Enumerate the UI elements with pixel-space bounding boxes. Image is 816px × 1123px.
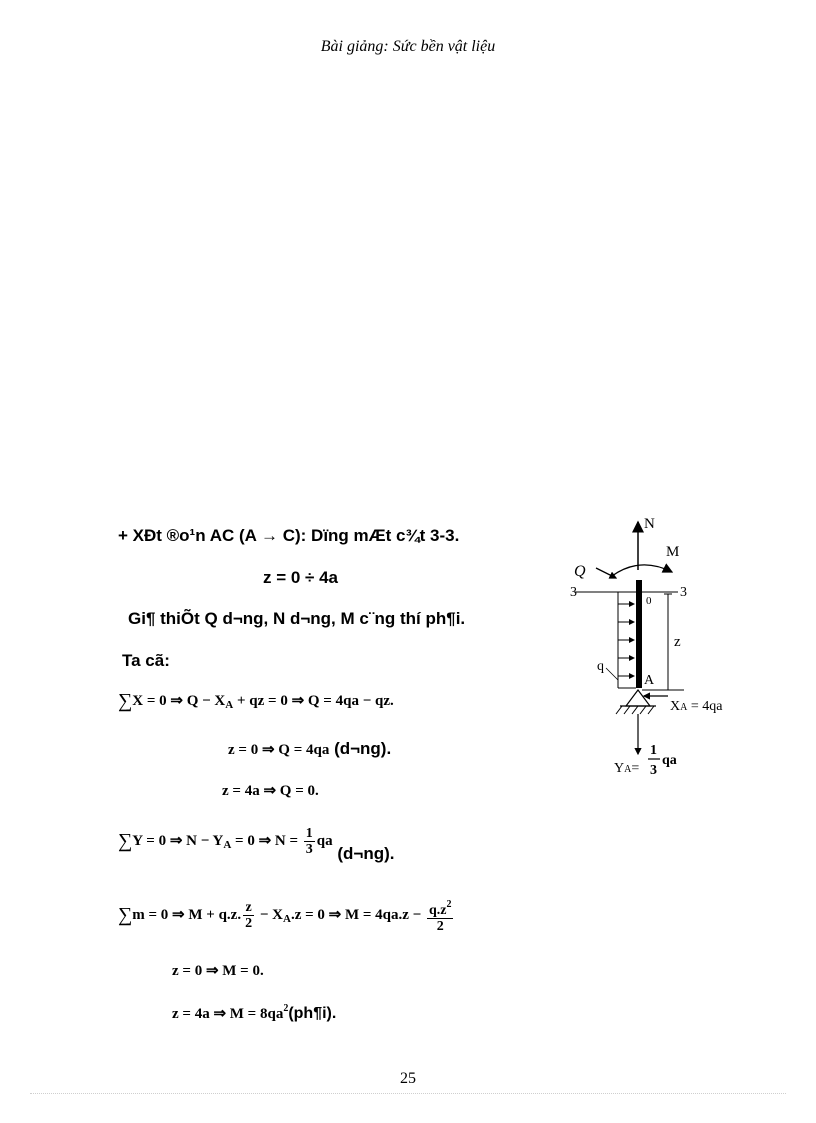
label-q-load: q [597, 659, 604, 674]
footer-divider [30, 1093, 786, 1094]
equation-sum-y [118, 826, 395, 863]
hatch [624, 706, 630, 714]
fraction-numerator: z [245, 900, 252, 915]
label-xa-letter: X [670, 699, 681, 714]
running-header: Bài giảng: Sức bền vật liệu [320, 38, 496, 55]
label-ya-letter: Y [614, 761, 625, 776]
label-xa-sub: A [680, 702, 688, 713]
eq5-part-b: − X [256, 906, 283, 923]
assumption-line: Gi¶ thiÕt Q d¬ng, N d¬ng, M c¨ng thí ph¶i. [128, 609, 466, 628]
ta-co-label: Ta cã: [122, 651, 170, 670]
eq4-note: (d¬ng). [332, 843, 395, 863]
eq5-num2: q.z [428, 903, 447, 918]
eq2-text: z = 0 ⇒ Q = 4qa [228, 742, 330, 758]
shear-force-arrow [596, 568, 616, 578]
fraction-numerator [427, 897, 454, 918]
label-xa-value: = 4qa [687, 699, 723, 714]
label-zero: 0 [646, 595, 652, 607]
equation-q-at-z4a: z = 4a ⇒ Q = 0. [222, 783, 319, 799]
eq4-part-a: Y = 0 ⇒ N − Y [132, 832, 224, 849]
eq5-sup2: 2 [446, 899, 452, 910]
eq2-note: (d¬ng). [329, 739, 392, 758]
label-a: A [644, 673, 655, 688]
fraction-qz2-over-2 [427, 897, 454, 934]
hatch [648, 706, 654, 714]
eq4-part-c: qa [316, 832, 333, 849]
eq7-note: (ph¶i). [288, 1005, 337, 1022]
eq1-sub: A [225, 699, 234, 711]
fraction-denominator: 2 [245, 916, 253, 931]
label-q-shear: Q [574, 563, 586, 580]
beam-segment [636, 580, 642, 688]
equation-q-at-z0 [228, 739, 391, 759]
eq4-sub: A [223, 838, 232, 851]
label-xa [670, 699, 723, 714]
label-ya [614, 761, 639, 776]
q-leader-line [606, 668, 618, 680]
eq5-part-c: .z = 0 ⇒ M = 4qa.z − [290, 906, 425, 923]
label-ya-eq: = [631, 761, 640, 776]
equation-sum-m [118, 897, 455, 934]
eq7-part-a: z = 4a ⇒ M = 8qa [172, 1006, 284, 1022]
hatch [640, 706, 646, 714]
fraction-one-third [304, 826, 315, 857]
eq1-part-a: X = 0 ⇒ Q − X [132, 693, 226, 709]
hatch [616, 706, 622, 714]
eq5-sub: A [282, 912, 291, 925]
equation-m-at-z4a [172, 1003, 336, 1023]
sigma-symbol: ∑ [118, 903, 133, 926]
label-ya-sub: A [624, 764, 632, 775]
equation-m-at-z0: z = 0 ⇒ M = 0. [172, 963, 264, 979]
fraction-denominator: 2 [427, 918, 454, 934]
pin-support [626, 690, 650, 706]
label-m: M [666, 544, 680, 560]
fraction-z-over-2 [243, 900, 254, 931]
eq1-part-b: + qz = 0 ⇒ Q = 4qa − qz. [233, 693, 394, 709]
hatch [632, 706, 638, 714]
fraction-numerator: 1 [305, 826, 313, 841]
sigma-symbol: ∑ [118, 690, 133, 712]
fraction-denominator: 3 [305, 842, 313, 857]
label-n: N [644, 516, 655, 532]
label-ya-den: 3 [650, 763, 657, 778]
label-cut-right: 3 [680, 585, 687, 600]
section-title: + XÐt ®o¹n AC (A → C): Dïng mÆt c¾t 3-3. [118, 526, 460, 545]
moment-arrow [612, 565, 672, 576]
range-line: z = 0 ÷ 4a [263, 568, 339, 587]
label-ya-qa: qa [662, 753, 677, 768]
eq5-part-a: m = 0 ⇒ M + q.z. [132, 906, 242, 923]
label-cut-left: 3 [570, 585, 577, 600]
free-body-diagram [560, 510, 760, 790]
label-ya-num: 1 [650, 743, 657, 758]
label-z: z [674, 634, 681, 650]
sigma-symbol: ∑ [118, 829, 133, 852]
page-number: 25 [400, 1070, 416, 1087]
eq7-sup: 2 [283, 1003, 289, 1014]
equation-sum-x [118, 690, 394, 713]
eq4-part-b: = 0 ⇒ N = [231, 832, 302, 849]
